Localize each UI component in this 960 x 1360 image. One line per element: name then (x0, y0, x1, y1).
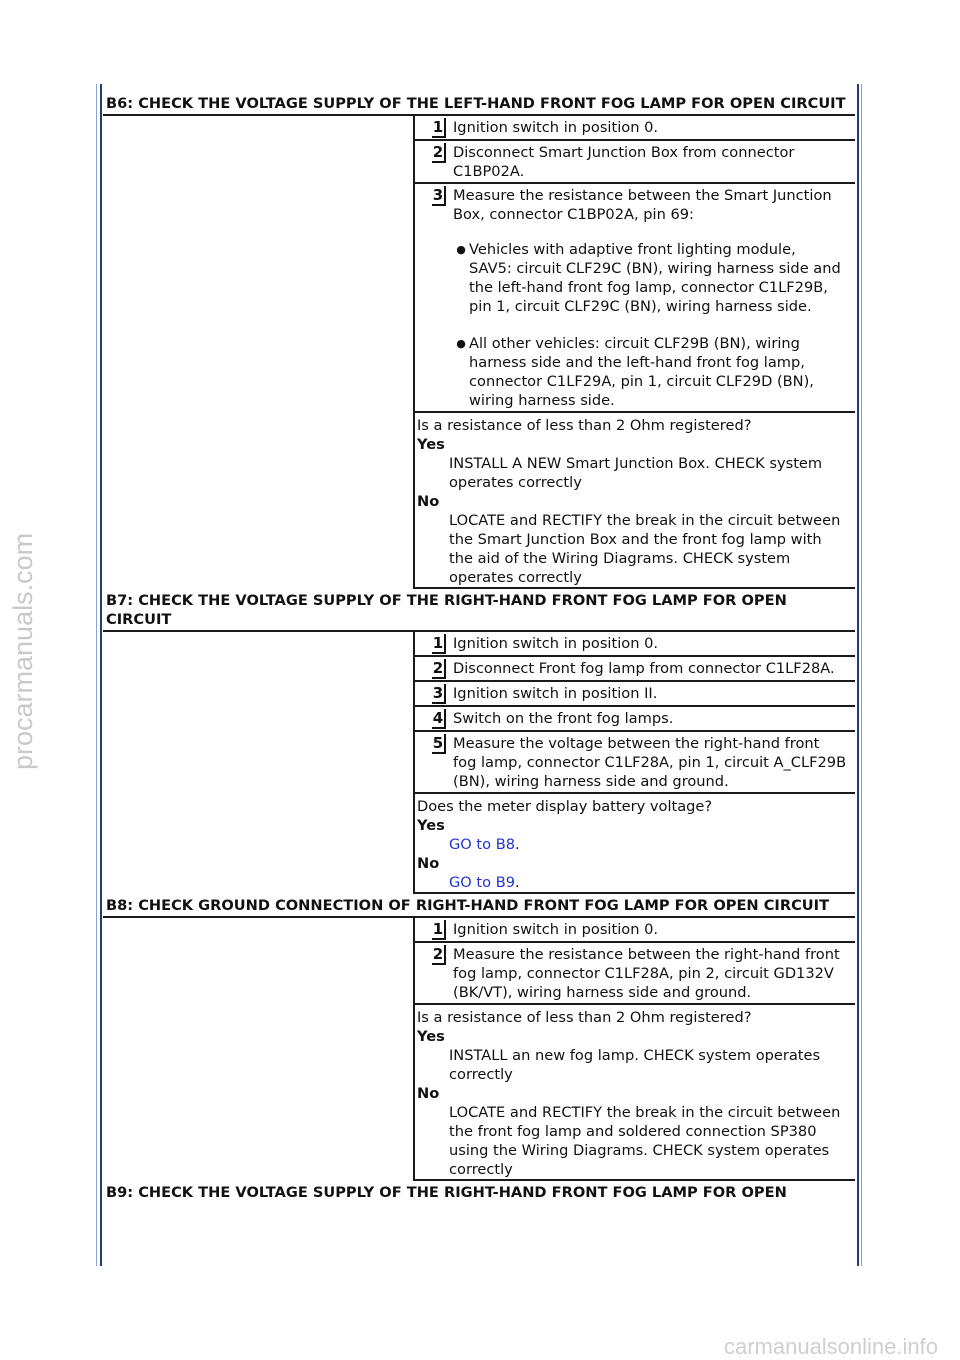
step-row (415, 918, 855, 943)
bottom-watermark: carmanualsonline.info (723, 1334, 938, 1359)
question-block (415, 413, 855, 589)
step-number: 4 (415, 709, 449, 729)
step-number: 5 (415, 734, 449, 791)
bullet-text: All other vehicles: circuit CLF29B (BN), wiring harness side and the left-hand front fog lamp, connector C1LF29A, pin 1, circuit CLF29D (BN), wiring harness side. (469, 335, 814, 409)
step-text: Ignition switch in position 0. (453, 921, 659, 938)
step-text: Switch on the front fog lamps. (453, 710, 674, 727)
step-text: Measure the resistance between the Smart Junction Box, connector C1BP02A, pin 69: (453, 187, 832, 223)
yes-label: Yes (417, 817, 445, 834)
no-label: No (417, 1085, 440, 1102)
step-row (415, 657, 855, 682)
yes-answer (417, 835, 851, 854)
yes-answer: INSTALL A NEW Smart Junction Box. CHECK system operates correctly (449, 455, 823, 491)
step-row (415, 184, 855, 413)
no-answer: LOCATE and RECTIFY the break in the circuit between the front fog lamp and soldered connection SP380 using the Wiring Diagrams. CHECK system operates correctly (449, 1104, 841, 1178)
yes-label: Yes (417, 436, 445, 453)
step-row (415, 682, 855, 707)
step-text: Measure the voltage between the right-hand front fog lamp, connector C1LF28A, pin 1, circuit A_CLF29B (BN), wiring harness side and ground. (453, 735, 847, 790)
question-block (415, 1005, 855, 1181)
page-frame-right-outer (861, 84, 862, 1266)
bullet-item (453, 240, 847, 316)
step-row (415, 116, 855, 141)
go-to-b9-link[interactable]: GO to B9 (449, 874, 516, 891)
step-row (415, 943, 855, 1005)
section-heading: B9: CHECK THE VOLTAGE SUPPLY OF THE RIGHT-HAND FRONT FOG LAMP FOR OPEN (106, 1184, 787, 1201)
period-text: . (515, 874, 520, 891)
image-placeholder (103, 116, 415, 589)
bullet-dot-icon: ● (456, 243, 466, 256)
step-text: Measure the resistance between the right-hand front fog lamp, connector C1LF28A, pin 2, circuit GD132V (BK/VT), wiring harness side and ground. (453, 946, 840, 1001)
step-text: Ignition switch in position 0. (453, 635, 659, 652)
no-label: No (417, 855, 440, 872)
side-watermark: procarmanuals.com (8, 532, 38, 770)
no-label: No (417, 493, 440, 510)
section-b8 (103, 894, 855, 1181)
step-number: 1 (415, 920, 449, 940)
image-placeholder (103, 632, 415, 894)
step-number: 1 (415, 634, 449, 654)
bullet-dot-icon: ● (456, 337, 466, 350)
step-number: 1 (415, 118, 449, 138)
diagnostic-document (103, 92, 855, 1203)
yes-label: Yes (417, 1028, 445, 1045)
period-text: . (515, 836, 520, 853)
no-answer: LOCATE and RECTIFY the break in the circuit between the Smart Junction Box and the front fog lamp with the aid of the Wiring Diagrams. CHECK system operates correctly (449, 512, 841, 586)
yes-answer: INSTALL an new fog lamp. CHECK system operates correctly (449, 1047, 821, 1083)
step-number: 3 (415, 684, 449, 704)
question-text: Does the meter display battery voltage? (417, 798, 713, 815)
section-heading: B8: CHECK GROUND CONNECTION OF RIGHT-HAND FRONT FOG LAMP FOR OPEN CIRCUIT (103, 894, 855, 918)
section-b6 (103, 92, 855, 589)
section-body (103, 116, 855, 589)
page-frame-left-outer (96, 84, 97, 1266)
step-row (415, 707, 855, 732)
step-number: 2 (415, 659, 449, 679)
section-b9 (103, 1181, 855, 1203)
step-content (449, 186, 855, 410)
no-answer (417, 873, 851, 892)
page-frame-left (100, 84, 102, 1266)
question-text: Is a resistance of less than 2 Ohm registered? (417, 1009, 752, 1026)
step-number: 3 (415, 186, 449, 410)
question-text: Is a resistance of less than 2 Ohm registered? (417, 417, 752, 434)
go-to-b8-link[interactable]: GO to B8 (449, 836, 516, 853)
bullet-text: Vehicles with adaptive front lighting module, SAV5: circuit CLF29C (BN), wiring harness side and the left-hand front fog lamp, connector C1LF29B, pin 1, circuit CLF29C (BN), wiring harness side. (469, 241, 841, 315)
step-row (415, 141, 855, 184)
step-text: Ignition switch in position 0. (453, 119, 659, 136)
question-block (415, 794, 855, 894)
section-heading: B6: CHECK THE VOLTAGE SUPPLY OF THE LEFT-HAND FRONT FOG LAMP FOR OPEN CIRCUIT (103, 92, 855, 116)
steps-column (415, 918, 855, 1181)
step-text: Disconnect Front fog lamp from connector C1LF28A. (453, 660, 835, 677)
section-body (103, 918, 855, 1181)
steps-column (415, 116, 855, 589)
steps-column (415, 632, 855, 894)
step-number: 2 (415, 143, 449, 181)
step-row (415, 632, 855, 657)
image-placeholder (103, 918, 415, 1181)
step-row (415, 732, 855, 794)
step-number: 2 (415, 945, 449, 1002)
page-frame-right (857, 84, 859, 1266)
section-body (103, 632, 855, 894)
bullet-item (453, 334, 847, 410)
section-heading: B7: CHECK THE VOLTAGE SUPPLY OF THE RIGHT-HAND FRONT FOG LAMP FOR OPEN CIRCUIT (103, 589, 855, 632)
step-text: Ignition switch in position II. (453, 685, 658, 702)
section-b7 (103, 589, 855, 894)
step-text: Disconnect Smart Junction Box from connector C1BP02A. (453, 144, 795, 180)
